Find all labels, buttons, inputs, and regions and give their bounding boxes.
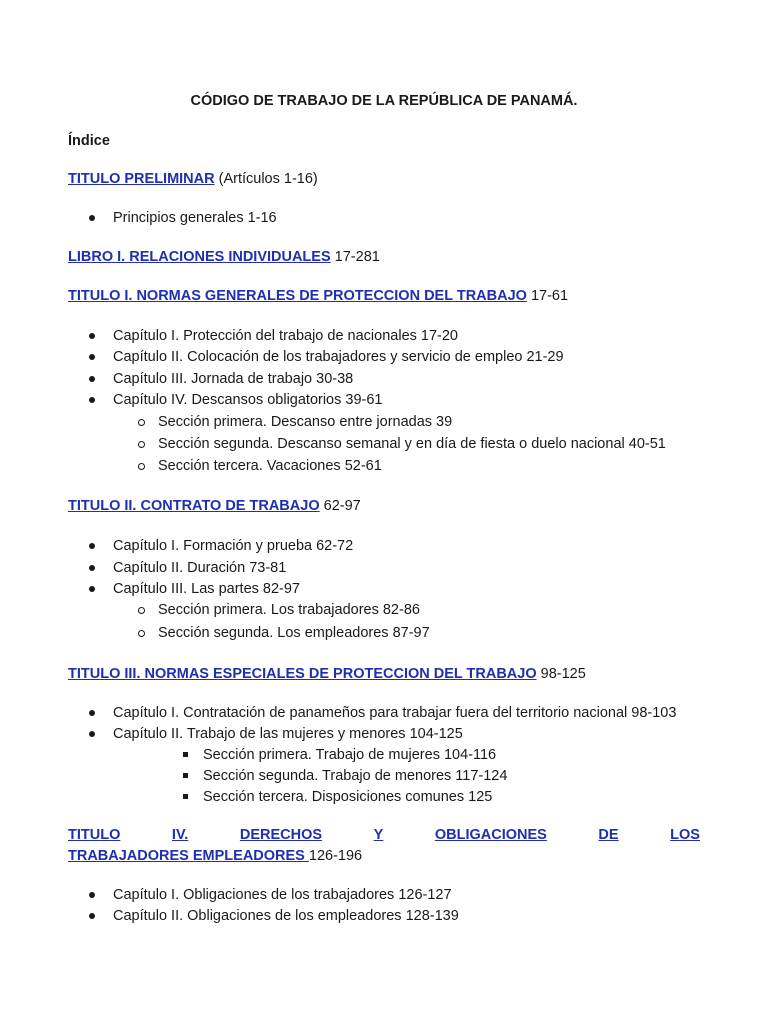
titulo-4-word[interactable]: DERECHOS <box>239 827 323 843</box>
circle-bullet-icon <box>138 441 145 448</box>
sub-list-item: Sección primera. Los trabajadores 82-86 <box>158 602 420 618</box>
square-bullet-icon <box>183 794 188 799</box>
circle-bullet-icon <box>138 607 145 614</box>
bullet-icon <box>89 376 95 382</box>
bullet-icon <box>89 586 95 592</box>
titulo-4-word[interactable]: Y <box>373 827 384 843</box>
list-item: Capítulo II. Obligaciones de los empleadores 128-139 <box>113 908 459 924</box>
range-titulo-3: 98-125 <box>536 666 586 682</box>
link-titulo-2[interactable]: TITULO II. CONTRATO DE TRABAJO <box>68 498 320 514</box>
list-item: Principios generales 1-16 <box>113 210 277 226</box>
list-item: Capítulo II. Colocación de los trabajadores y servicio de empleo 21-29 <box>113 349 564 365</box>
list-item: Capítulo IV. Descansos obligatorios 39-61 <box>113 392 383 408</box>
bullet-icon <box>89 354 95 360</box>
sub-list-item: Sección primera. Trabajo de mujeres 104-116 <box>203 747 497 763</box>
sub-list-item: Sección tercera. Disposiciones comunes 125 <box>203 789 493 805</box>
heading-titulo-4-line2 <box>68 847 362 865</box>
bullet-icon <box>89 215 95 221</box>
titulo-4-word[interactable]: OBLIGACIONES <box>434 827 547 843</box>
titulo-4-word[interactable]: IV. <box>171 827 189 843</box>
list-item: Capítulo II. Duración 73-81 <box>113 560 287 576</box>
range-libro-1: 17-281 <box>330 249 380 265</box>
circle-bullet-icon <box>138 630 145 637</box>
link-libro-1[interactable]: LIBRO I. RELACIONES INDIVIDUALES <box>68 249 331 265</box>
range-titulo-2: 62-97 <box>319 498 361 514</box>
range-titulo-4: 126-196 <box>308 848 363 864</box>
sub-list-item: Sección segunda. Descanso semanal y en día de fiesta o duelo nacional 40-51 <box>158 436 666 452</box>
heading-titulo-1 <box>68 287 568 305</box>
bullet-icon <box>89 397 95 403</box>
list-item: Capítulo II. Trabajo de las mujeres y menores 104-125 <box>113 726 463 742</box>
list-item: Capítulo III. Las partes 82-97 <box>113 581 300 597</box>
sub-list-item: Sección tercera. Vacaciones 52-61 <box>158 458 382 474</box>
heading-libro-1 <box>68 248 380 266</box>
circle-bullet-icon <box>138 419 145 426</box>
sub-list-item: Sección segunda. Los empleadores 87-97 <box>158 625 430 641</box>
sub-list-item: Sección segunda. Trabajo de menores 117-124 <box>203 768 508 784</box>
bullet-icon <box>89 710 95 716</box>
bullet-icon <box>89 543 95 549</box>
square-bullet-icon <box>183 752 188 757</box>
circle-bullet-icon <box>138 463 145 470</box>
bullet-icon <box>89 913 95 919</box>
titulo-4-word[interactable]: DE <box>598 827 619 843</box>
heading-titulo-4-line1[interactable] <box>68 826 700 844</box>
list-item: Capítulo I. Obligaciones de los trabajadores 126-127 <box>113 887 452 903</box>
titulo-4-word[interactable]: TITULO <box>68 827 121 843</box>
list-item: Capítulo I. Protección del trabajo de nacionales 17-20 <box>113 328 458 344</box>
heading-titulo-preliminar <box>68 170 318 188</box>
range-titulo-preliminar: (Artículos 1-16) <box>214 171 318 187</box>
list-item: Capítulo I. Contratación de panameños para trabajar fuera del territorio nacional 98-103 <box>113 705 677 721</box>
list-item: Capítulo I. Formación y prueba 62-72 <box>113 538 354 554</box>
link-titulo-preliminar[interactable]: TITULO PRELIMINAR <box>68 171 215 187</box>
bullet-icon <box>89 731 95 737</box>
titulo-4-word[interactable]: LOS <box>670 827 700 843</box>
bullet-icon <box>89 892 95 898</box>
link-titulo-3[interactable]: TITULO III. NORMAS ESPECIALES DE PROTECCION DEL TRABAJO <box>68 666 537 682</box>
heading-titulo-2 <box>68 497 361 515</box>
heading-titulo-3 <box>68 665 586 683</box>
document-title: CÓDIGO DE TRABAJO DE LA REPÚBLICA DE PANAMÁ. <box>190 93 578 109</box>
link-titulo-1[interactable]: TITULO I. NORMAS GENERALES DE PROTECCION DEL TRABAJO <box>68 288 527 304</box>
link-titulo-4[interactable]: TRABAJADORES EMPLEADORES <box>68 848 309 864</box>
square-bullet-icon <box>183 773 188 778</box>
bullet-icon <box>89 565 95 571</box>
bullet-icon <box>89 333 95 339</box>
range-titulo-1: 17-61 <box>526 288 569 304</box>
sub-list-item: Sección primera. Descanso entre jornadas 39 <box>158 414 453 430</box>
index-heading: Índice <box>68 133 110 149</box>
list-item: Capítulo III. Jornada de trabajo 30-38 <box>113 371 354 387</box>
